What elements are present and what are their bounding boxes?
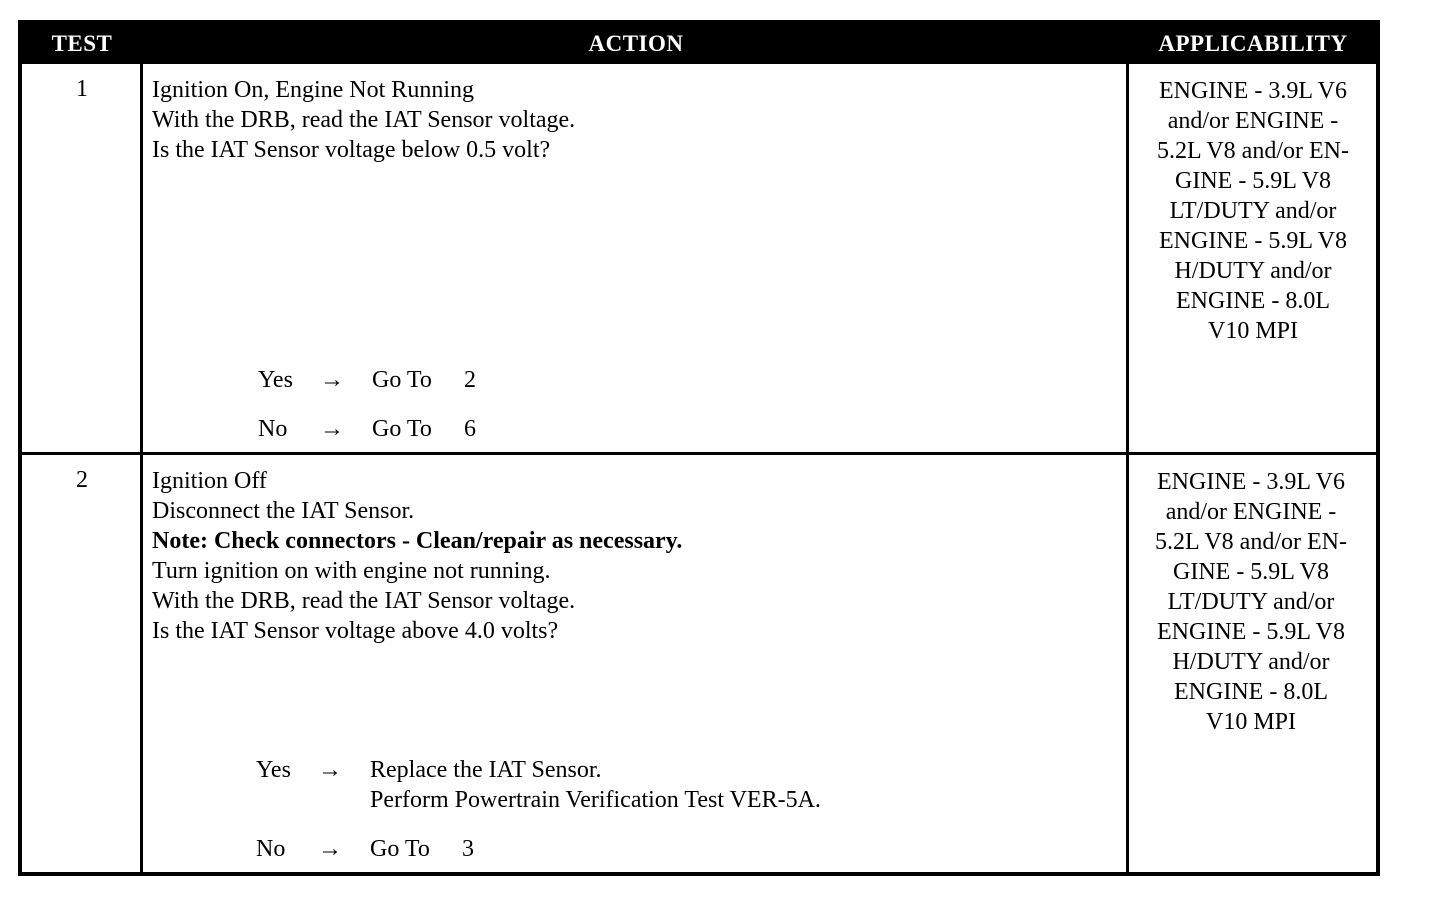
applicability-line: H/DUTY and/or (1174, 258, 1332, 284)
arrow-icon: → (318, 757, 342, 783)
diagnostic-test-table (18, 20, 1380, 876)
header-action: ACTION (588, 31, 684, 56)
action-line: Disconnect the IAT Sensor. (152, 498, 415, 524)
arrow-icon: → (318, 836, 342, 862)
table-header (22, 24, 1376, 64)
arrow-icon: → (320, 416, 344, 442)
applicability-line: 5.2L V8 and/or EN- (1155, 529, 1347, 555)
goto-target: 2 (464, 367, 476, 393)
yes-action-text: Perform Powertrain Verification Test VER-5A. (370, 787, 821, 813)
applicability-line: ENGINE - 3.9L V6 (1159, 78, 1347, 104)
yes-action-text: Replace the IAT Sensor. (370, 757, 602, 783)
goto-target: 6 (464, 416, 476, 442)
test-number: 2 (76, 467, 88, 493)
applicability-line: ENGINE - 8.0L (1174, 679, 1328, 705)
header-test: TEST (51, 31, 113, 56)
applicability-line: and/or ENGINE - (1165, 499, 1337, 525)
goto-label: Go To (372, 367, 432, 393)
action-line: Ignition On, Engine Not Running (152, 77, 474, 103)
action-text (152, 75, 575, 165)
applicability-text (1130, 76, 1376, 346)
applicability-line: V10 MPI (1207, 318, 1298, 344)
action-line: Is the IAT Sensor voltage below 0.5 volt? (152, 137, 551, 163)
header-applicability: APPLICABILITY (1158, 31, 1348, 56)
goto-label: Go To (372, 416, 432, 442)
no-label: No (256, 836, 286, 862)
applicability-line: GINE - 5.9L V8 (1173, 559, 1329, 585)
goto-target: 3 (462, 836, 474, 862)
applicability-line: GINE - 5.9L V8 (1175, 168, 1331, 194)
action-line: Turn ignition on with engine not running. (152, 558, 551, 584)
applicability-line: and/or ENGINE - (1167, 108, 1339, 134)
applicability-line: LT/DUTY and/or (1167, 589, 1335, 615)
applicability-line: ENGINE - 8.0L (1176, 288, 1330, 314)
action-note: Note: Check connectors - Clean/repair as necessary. (152, 528, 683, 554)
applicability-line: 5.2L V8 and/or EN- (1157, 138, 1349, 164)
action-line: Ignition Off (152, 468, 267, 494)
applicability-line: V10 MPI (1205, 709, 1296, 735)
applicability-line: ENGINE - 5.9L V8 (1157, 619, 1345, 645)
applicability-line: ENGINE - 3.9L V6 (1157, 469, 1345, 495)
yes-label: Yes (258, 367, 293, 393)
action-line: With the DRB, read the IAT Sensor voltage. (152, 588, 576, 614)
test-number: 1 (76, 76, 88, 102)
no-label: No (258, 416, 288, 442)
applicability-text (1128, 467, 1374, 737)
goto-label: Go To (370, 836, 430, 862)
applicability-line: ENGINE - 5.9L V8 (1159, 228, 1347, 254)
yes-label: Yes (256, 757, 291, 783)
action-line: With the DRB, read the IAT Sensor voltage. (152, 107, 576, 133)
applicability-line: LT/DUTY and/or (1169, 198, 1337, 224)
row-divider (22, 452, 1376, 455)
arrow-icon: → (320, 367, 344, 393)
action-line: Is the IAT Sensor voltage above 4.0 volts? (152, 618, 559, 644)
applicability-line: H/DUTY and/or (1172, 649, 1330, 675)
action-text (152, 466, 682, 646)
